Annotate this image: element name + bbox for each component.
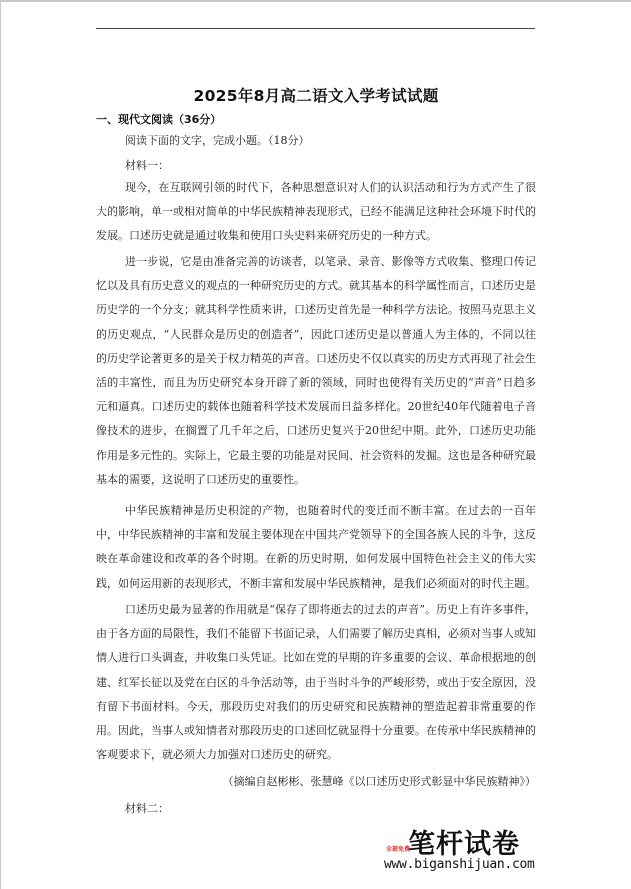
- paragraph-4: 口述历史最为显著的作用就是“保存了即将逝去的过去的声音”。历史上有许多事件，由于各方面的局限性，我们不能留下书面记录，人们需要了解历史真相，必须对当事人或知情人进行口头调查，并收集口头凭证。比如在党的早期的许多重要的会议、革命根据地的创建、红军长征以及党在白区的斗争活动等，由于当时斗争的严峻形势，或出于安全原因，没有留下书面材料。今天，那段历史对我们的历史研究和民族精神的塑造起着非常重要的作用。因此，当事人或知情者对那段历史的口述回忆就显得十分重要。在传承中华民族精神的客观要求下，就必须大力加强对口述历史的研究。: [96, 603, 536, 762]
- page-top-border: [0, 0, 631, 2]
- section-heading: 一、现代文阅读（36分）: [96, 113, 222, 126]
- material-2-label: 材料二：: [125, 802, 169, 815]
- page-left-border: [0, 0, 1, 889]
- reading-instruction: 阅读下面的文字，完成小题。（18分）: [125, 134, 310, 147]
- citation: （摘编自赵彬彬、张慧峰《以口述历史形式彰显中华民族精神》）: [222, 775, 536, 788]
- exam-title: 2025年8月高二语文入学考试试题: [193, 87, 439, 105]
- paragraph-3: 中华民族精神是历史积淀的产物，也随着时代的变迁而不断丰富。在过去的一百年中，中华民族精神的丰富和发展主要体现在中国共产党领导下的全国各族人民的斗争，这反映在革命建设和改革的各个时期。在新的历史时期，如何发展中国特色社会主义的伟大实践，如何运用新的表现形式，不断丰富和发展中华民族精神，是我们必须面对的时代主题。: [96, 504, 536, 590]
- watermark-brand: 笔杆试卷: [408, 829, 520, 860]
- paragraph-1: 现今，在互联网引领的时代下，各种思想意识对人们的认识活动和行为方式产生了很大的影响，单一或相对简单的中华民族精神表现形式，已经不能满足这种社会环境下时代的发展。口述历史就是通过收集和使用口头史料来研究历史的一种方式。: [96, 181, 536, 243]
- material-1-label: 材料一：: [125, 159, 169, 172]
- watermark-url: www.biganshijuan.com: [384, 857, 535, 872]
- watermark-tag: 全部免费: [386, 846, 411, 853]
- paragraph-2: 进一步说，它是由准备完善的访谈者，以笔录、录音、影像等方式收集、整理口传记忆以及具有历史意义的观点的一种研究历史的方式。就其基本的科学属性而言，口述历史是历史学的一个分支；就其科学性质来讲，口述历史首先是一种科学方法论。按照马克思主义的历史观点，“人民群众是历史的创造者”，因此口述历史是以普通人为主体的，不同以往的历史学论著更多的是关于权力精英的声音。口述历史不仅以真实的历史方式再现了社会生活的丰富性，而且为历史研究本身开辟了新的领域，同时也使得有关历史的“声音”日趋多元和逼真。口述历史的载体也随着科学技术发展而日益多样化。20世纪40年代随着电子音像技术的进步，在搁置了几千年之后，口述历史复兴于20世纪中期。此外，口述历史功能作用是多元性的。实际上，它最主要的功能是对民间、社会资料的发掘。这也是各种研究最基本的需要，这说明了口述历史的重要性。: [96, 255, 536, 486]
- header-rule: [96, 28, 535, 29]
